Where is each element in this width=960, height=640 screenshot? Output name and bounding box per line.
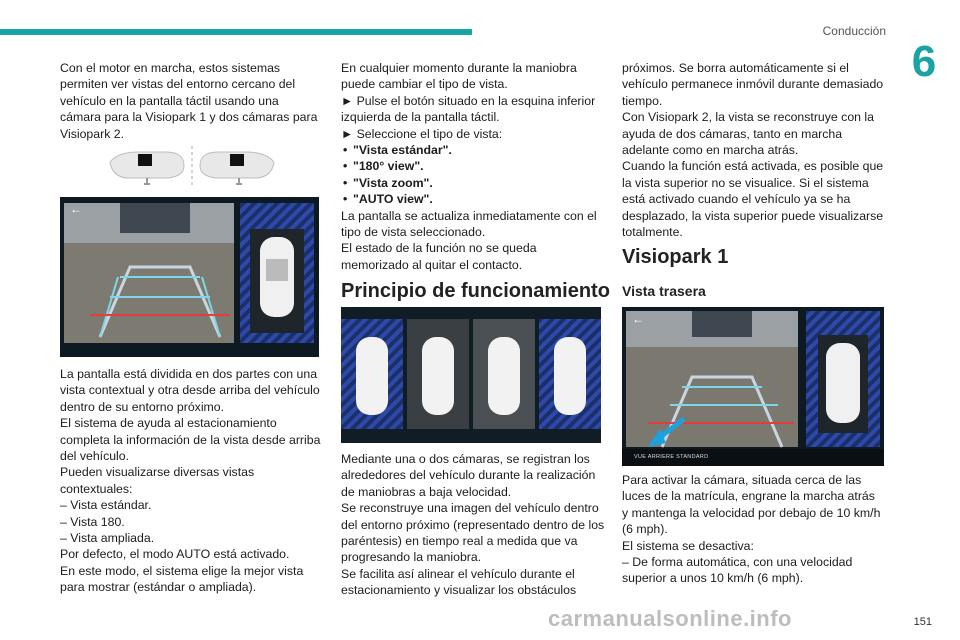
body-line: dentro de su entorno próximo. [60, 399, 225, 414]
paragraph: En cualquier momento durante la maniobra puede cambiar el tipo de vista. [341, 61, 577, 92]
view-option: • "AUTO view". [341, 191, 605, 207]
section-title: Conducción [822, 24, 886, 38]
watermark: carmanualsonline.info [548, 606, 792, 631]
paragraph: – De forma automática, con una velocidad superior a unos 10 km/h (6 mph). [622, 555, 853, 586]
body-line: – Vista ampliada. [60, 531, 155, 546]
body-line: Pueden visualizarse diversas vistas [60, 465, 255, 480]
view-options-list [341, 142, 605, 208]
body-line: En este modo, el sistema elige la mejor vista [60, 563, 304, 578]
column-1-body [60, 366, 322, 596]
body-line: Por defecto, el modo AUTO está activado. [60, 547, 290, 562]
mirror-icon-left [110, 152, 184, 184]
view-option: • "Vista zoom". [341, 175, 605, 191]
heading-visiopark-1: Visiopark 1 [622, 246, 729, 268]
mirror-icon-right [200, 152, 274, 184]
body-line: vista contextual y otra desde arriba del vehículo [60, 383, 320, 398]
body-line: El sistema de ayuda al estacionamiento [60, 416, 277, 431]
intro-paragraph: Con el motor en marcha, estos sistemas permiten ver vistas del entorno cercano del vehículo en la pantalla táctil usando una cámara para la Visiopark 1 y dos cámaras para Visiopark 2. [60, 61, 318, 141]
back-arrow-icon: ← [70, 202, 82, 216]
top-view-sequence-figure [341, 307, 601, 443]
paragraph: La pantalla se actualiza inmediatamente con el tipo de vista seleccionado. [341, 208, 597, 240]
paragraph: Se facilita así alinear el vehículo durante el estacionamiento y visualizar los obstáculos [341, 566, 577, 598]
column-3-top [622, 60, 884, 240]
view-option: • "Vista estándar". [341, 142, 605, 158]
paragraph: próximos. Se borra automáticamente si el vehículo permanece inmóvil durante demasiado tiempo. [622, 61, 884, 108]
paragraph: Para activar la cámara, situada cerca de las luces de la matrícula, engrane la marcha atrás y mantenga la velocidad por debajo de 10 km/h (6 mph). [622, 473, 881, 537]
page-number: 151 [913, 616, 932, 628]
body-line: La pantalla está dividida en dos partes con una [60, 367, 318, 381]
instruction-step: ► Pulse el botón situado en la esquina inferior izquierda de la pantalla táctil. [341, 93, 596, 125]
camera-mirrors-illustration [108, 146, 278, 188]
column-2-bottom [341, 451, 605, 599]
instruction-step: ► Seleccione el tipo de vista: [341, 126, 503, 141]
visiopark1-rear-view-figure [622, 307, 884, 466]
heading-principio: Principio de funcionamiento [341, 280, 610, 302]
column-1-intro [60, 60, 322, 142]
screen-view-label[interactable]: VUE ARRIERE STANDARD [634, 454, 709, 460]
paragraph: Se reconstruye una imagen del vehículo dentro del entorno próximo (representado dentro de los paréntesis) en tiempo real a medida que va progresando la maniobra. [341, 501, 605, 565]
paragraph: Con Visiopark 2, la vista se reconstruye con la ayuda de dos cámaras, tanto en marcha adelante como en marcha atrás. [622, 110, 874, 158]
paragraph: El sistema se desactiva: [622, 538, 754, 553]
view-option: • "180° view". [341, 158, 605, 174]
body-line: – Vista estándar. [60, 498, 152, 513]
column-3-bottom [622, 472, 884, 587]
subheading-vista-trasera: Vista trasera [622, 283, 706, 299]
paragraph: Mediante una o dos cámaras, se registran los alrededores del vehículo durante la realización de maniobras a baja velocidad. [341, 452, 596, 499]
body-line: – Vista 180. [60, 514, 125, 529]
paragraph: Cuando la función está activada, es posible que la vista superior no se visualice. Si el sistema está activado cuando el vehículo ya se ha desplazado, la vista superior puede visualizarse totalmente. [622, 159, 884, 240]
header-accent-bar [0, 29, 472, 35]
body-line: completa la información de la vista desde arriba [60, 432, 321, 447]
body-line: del vehículo. [60, 449, 130, 464]
chapter-number: 6 [911, 37, 937, 86]
back-arrow-icon: ← [632, 312, 644, 326]
body-line: para mostrar (estándar o ampliada). [60, 580, 257, 595]
column-2-top [341, 60, 605, 273]
rear-camera-screen-figure [60, 197, 319, 357]
body-line: contextuales: [60, 481, 133, 496]
paragraph: El estado de la función no se queda memorizado al quitar el contacto. [341, 241, 537, 272]
